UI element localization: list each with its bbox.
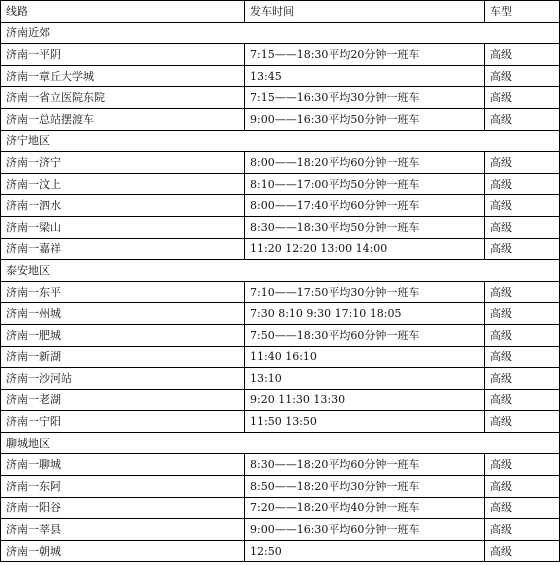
departure-time-cell: 8:30——18:20平均60分钟一班车 xyxy=(245,454,485,476)
table-row xyxy=(1,389,560,411)
table-row xyxy=(1,346,560,368)
table-row xyxy=(1,476,560,498)
bus-type-cell: 高级 xyxy=(485,389,560,411)
route-cell: 济南一肥城 xyxy=(1,324,245,346)
section-header-row xyxy=(1,22,560,44)
bus-type-cell: 高级 xyxy=(485,238,560,260)
bus-type-cell: 高级 xyxy=(485,87,560,109)
route-cell: 济南一宁阳 xyxy=(1,411,245,433)
bus-type-cell: 高级 xyxy=(485,303,560,325)
departure-time-cell: 8:30——18:30平均50分钟一班车 xyxy=(245,216,485,238)
table-row xyxy=(1,497,560,519)
route-cell: 济南一省立医院东院 xyxy=(1,87,245,109)
departure-time-cell: 7:20——18:20平均40分钟一班车 xyxy=(245,497,485,519)
departure-time-cell: 11:50 13:50 xyxy=(245,411,485,433)
section-header-row xyxy=(1,260,560,282)
bus-type-cell: 高级 xyxy=(485,368,560,390)
bus-type-cell: 高级 xyxy=(485,65,560,87)
route-cell: 济南一章丘大学城 xyxy=(1,65,245,87)
departure-time-cell: 11:40 16:10 xyxy=(245,346,485,368)
table-row xyxy=(1,540,560,562)
departure-time-cell: 7:50——18:30平均60分钟一班车 xyxy=(245,324,485,346)
departure-time-cell: 7:30 8:10 9:30 17:10 18:05 xyxy=(245,303,485,325)
table-row xyxy=(1,173,560,195)
bus-type-cell: 高级 xyxy=(485,497,560,519)
bus-type-cell: 高级 xyxy=(485,324,560,346)
section-header-row xyxy=(1,432,560,454)
route-cell: 济南一州城 xyxy=(1,303,245,325)
bus-type-cell: 高级 xyxy=(485,108,560,130)
departure-time-cell: 7:10——17:50平均30分钟一班车 xyxy=(245,281,485,303)
bus-type-cell: 高级 xyxy=(485,411,560,433)
departure-time-cell: 13:10 xyxy=(245,368,485,390)
route-cell: 济南一总站摆渡车 xyxy=(1,108,245,130)
route-cell: 济南一梁山 xyxy=(1,216,245,238)
route-cell: 济南一汶上 xyxy=(1,173,245,195)
table-row xyxy=(1,65,560,87)
table-row xyxy=(1,454,560,476)
departure-time-cell: 9:20 11:30 13:30 xyxy=(245,389,485,411)
bus-type-cell: 高级 xyxy=(485,476,560,498)
bus-type-cell: 高级 xyxy=(485,281,560,303)
bus-type-cell: 高级 xyxy=(485,346,560,368)
route-cell: 济南一嘉祥 xyxy=(1,238,245,260)
departure-time-cell: 7:15——18:30平均20分钟一班车 xyxy=(245,44,485,66)
section-title: 聊城地区 xyxy=(1,432,560,454)
route-cell: 济南一泗水 xyxy=(1,195,245,217)
bus-type-cell: 高级 xyxy=(485,540,560,562)
table-row xyxy=(1,411,560,433)
departure-time-cell: 7:15——16:30平均30分钟一班车 xyxy=(245,87,485,109)
table-row xyxy=(1,44,560,66)
route-cell: 济南一平阴 xyxy=(1,44,245,66)
departure-time-cell: 8:10——17:00平均50分钟一班车 xyxy=(245,173,485,195)
departure-time-cell: 11:20 12:20 13:00 14:00 xyxy=(245,238,485,260)
route-cell: 济南一济宁 xyxy=(1,152,245,174)
departure-time-cell: 12:50 xyxy=(245,540,485,562)
table-row xyxy=(1,195,560,217)
section-title: 济南近郊 xyxy=(1,22,560,44)
table-row xyxy=(1,87,560,109)
departure-time-cell: 8:00——17:40平均60分钟一班车 xyxy=(245,195,485,217)
section-title: 泰安地区 xyxy=(1,260,560,282)
table-row xyxy=(1,303,560,325)
table-row xyxy=(1,238,560,260)
bus-type-cell: 高级 xyxy=(485,173,560,195)
route-cell: 济南一东平 xyxy=(1,281,245,303)
departure-time-cell: 9:00——16:30平均60分钟一班车 xyxy=(245,519,485,541)
bus-type-cell: 高级 xyxy=(485,152,560,174)
table-row xyxy=(1,281,560,303)
header-row xyxy=(1,1,560,23)
table-row xyxy=(1,324,560,346)
section-header-row xyxy=(1,130,560,152)
route-cell: 济南一朝城 xyxy=(1,540,245,562)
route-cell: 济南一莘县 xyxy=(1,519,245,541)
bus-type-cell: 高级 xyxy=(485,44,560,66)
route-cell: 济南一老湖 xyxy=(1,389,245,411)
section-title: 济宁地区 xyxy=(1,130,560,152)
bus-type-cell: 高级 xyxy=(485,519,560,541)
bus-type-cell: 高级 xyxy=(485,216,560,238)
departure-time-cell: 8:00——18:20平均60分钟一班车 xyxy=(245,152,485,174)
table-row xyxy=(1,108,560,130)
table-row xyxy=(1,519,560,541)
route-cell: 济南一阳谷 xyxy=(1,497,245,519)
bus-type-cell: 高级 xyxy=(485,454,560,476)
header-route: 线路 xyxy=(1,1,245,23)
bus-type-cell: 高级 xyxy=(485,195,560,217)
table-row xyxy=(1,152,560,174)
route-cell: 济南一东阿 xyxy=(1,476,245,498)
route-cell: 济南一沙河站 xyxy=(1,368,245,390)
table-row xyxy=(1,216,560,238)
route-cell: 济南一聊城 xyxy=(1,454,245,476)
departure-time-cell: 9:00——16:30平均50分钟一班车 xyxy=(245,108,485,130)
table-body xyxy=(1,1,560,562)
departure-time-cell: 8:50——18:20平均30分钟一班车 xyxy=(245,476,485,498)
header-bus-type: 车型 xyxy=(485,1,560,23)
table-row xyxy=(1,368,560,390)
departure-time-cell: 13:45 xyxy=(245,65,485,87)
header-departure-time: 发车时间 xyxy=(245,1,485,23)
route-cell: 济南一新湖 xyxy=(1,346,245,368)
